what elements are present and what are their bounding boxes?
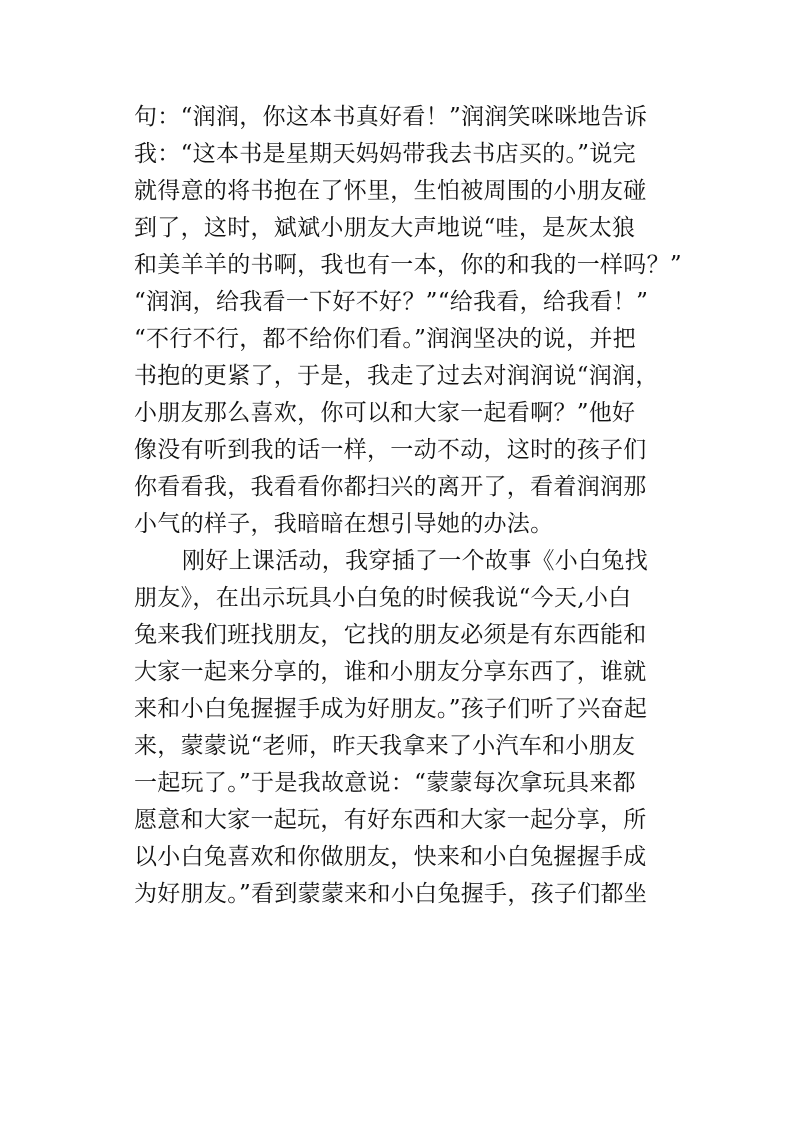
text-line: 朋友》，在出示玩具小白兔的时候我说“今天,小白 bbox=[134, 585, 632, 611]
text-line: 以小白兔喜欢和你做朋友，快来和小白兔握握手成 bbox=[134, 844, 647, 870]
body-text bbox=[134, 99, 682, 913]
text-line: 兔来我们班找朋友，它找的朋友必须是有东西能和 bbox=[134, 622, 647, 648]
text-line: 为好朋友。”看到蒙蒙来和小白兔握手，孩子们都坐 bbox=[134, 881, 648, 907]
text-line: 小气的样子，我暗暗在想引导她的办法。 bbox=[134, 511, 554, 537]
text-line: 大家一起来分享的，谁和小朋友分享东西了，谁就 bbox=[134, 659, 647, 685]
text-line: 你看看我，我看看你都扫兴的离开了，看着润润那 bbox=[134, 474, 647, 500]
text-line: 我：“这本书是星期天妈妈带我去书店买的。”说完 bbox=[134, 141, 636, 167]
text-line: 愿意和大家一起玩，有好东西和大家一起分享，所 bbox=[134, 807, 647, 833]
text-line: 句：“润润，你这本书真好看！”润润笑咪咪地告诉 bbox=[134, 104, 648, 130]
text-line: 来，蒙蒙说“老师，昨天我拿来了小汽车和小朋友 bbox=[134, 733, 636, 759]
text-line: 就得意的将书抱在了怀里，生怕被周围的小朋友碰 bbox=[134, 178, 647, 204]
text-line: 书抱的更紧了，于是，我走了过去对润润说“润润， bbox=[134, 363, 659, 389]
text-line: 到了，这时，斌斌小朋友大声地说“哇，是灰太狼 bbox=[134, 215, 636, 241]
text-line: 来和小白兔握握手成为好朋友。”孩子们听了兴奋起 bbox=[134, 696, 648, 722]
text-line: 一起玩了。”于是我故意说：“蒙蒙每次拿玩具来都 bbox=[134, 770, 636, 796]
text-line: 和美羊羊的书啊，我也有一本，你的和我的一样吗？” bbox=[134, 252, 682, 278]
text-line: “润润，给我看一下好不好？”“给我看，给我看！” bbox=[134, 289, 649, 315]
text-line: 小朋友那么喜欢，你可以和大家一起看啊？”他好 bbox=[134, 400, 636, 426]
text-line: 像没有听到我的话一样，一动不动，这时的孩子们 bbox=[134, 437, 647, 463]
text-line: “不行不行，都不给你们看。”润润坚决的说，并把 bbox=[134, 326, 636, 352]
text-line: 刚好上课活动，我穿插了一个故事《小白兔找 bbox=[182, 548, 648, 574]
